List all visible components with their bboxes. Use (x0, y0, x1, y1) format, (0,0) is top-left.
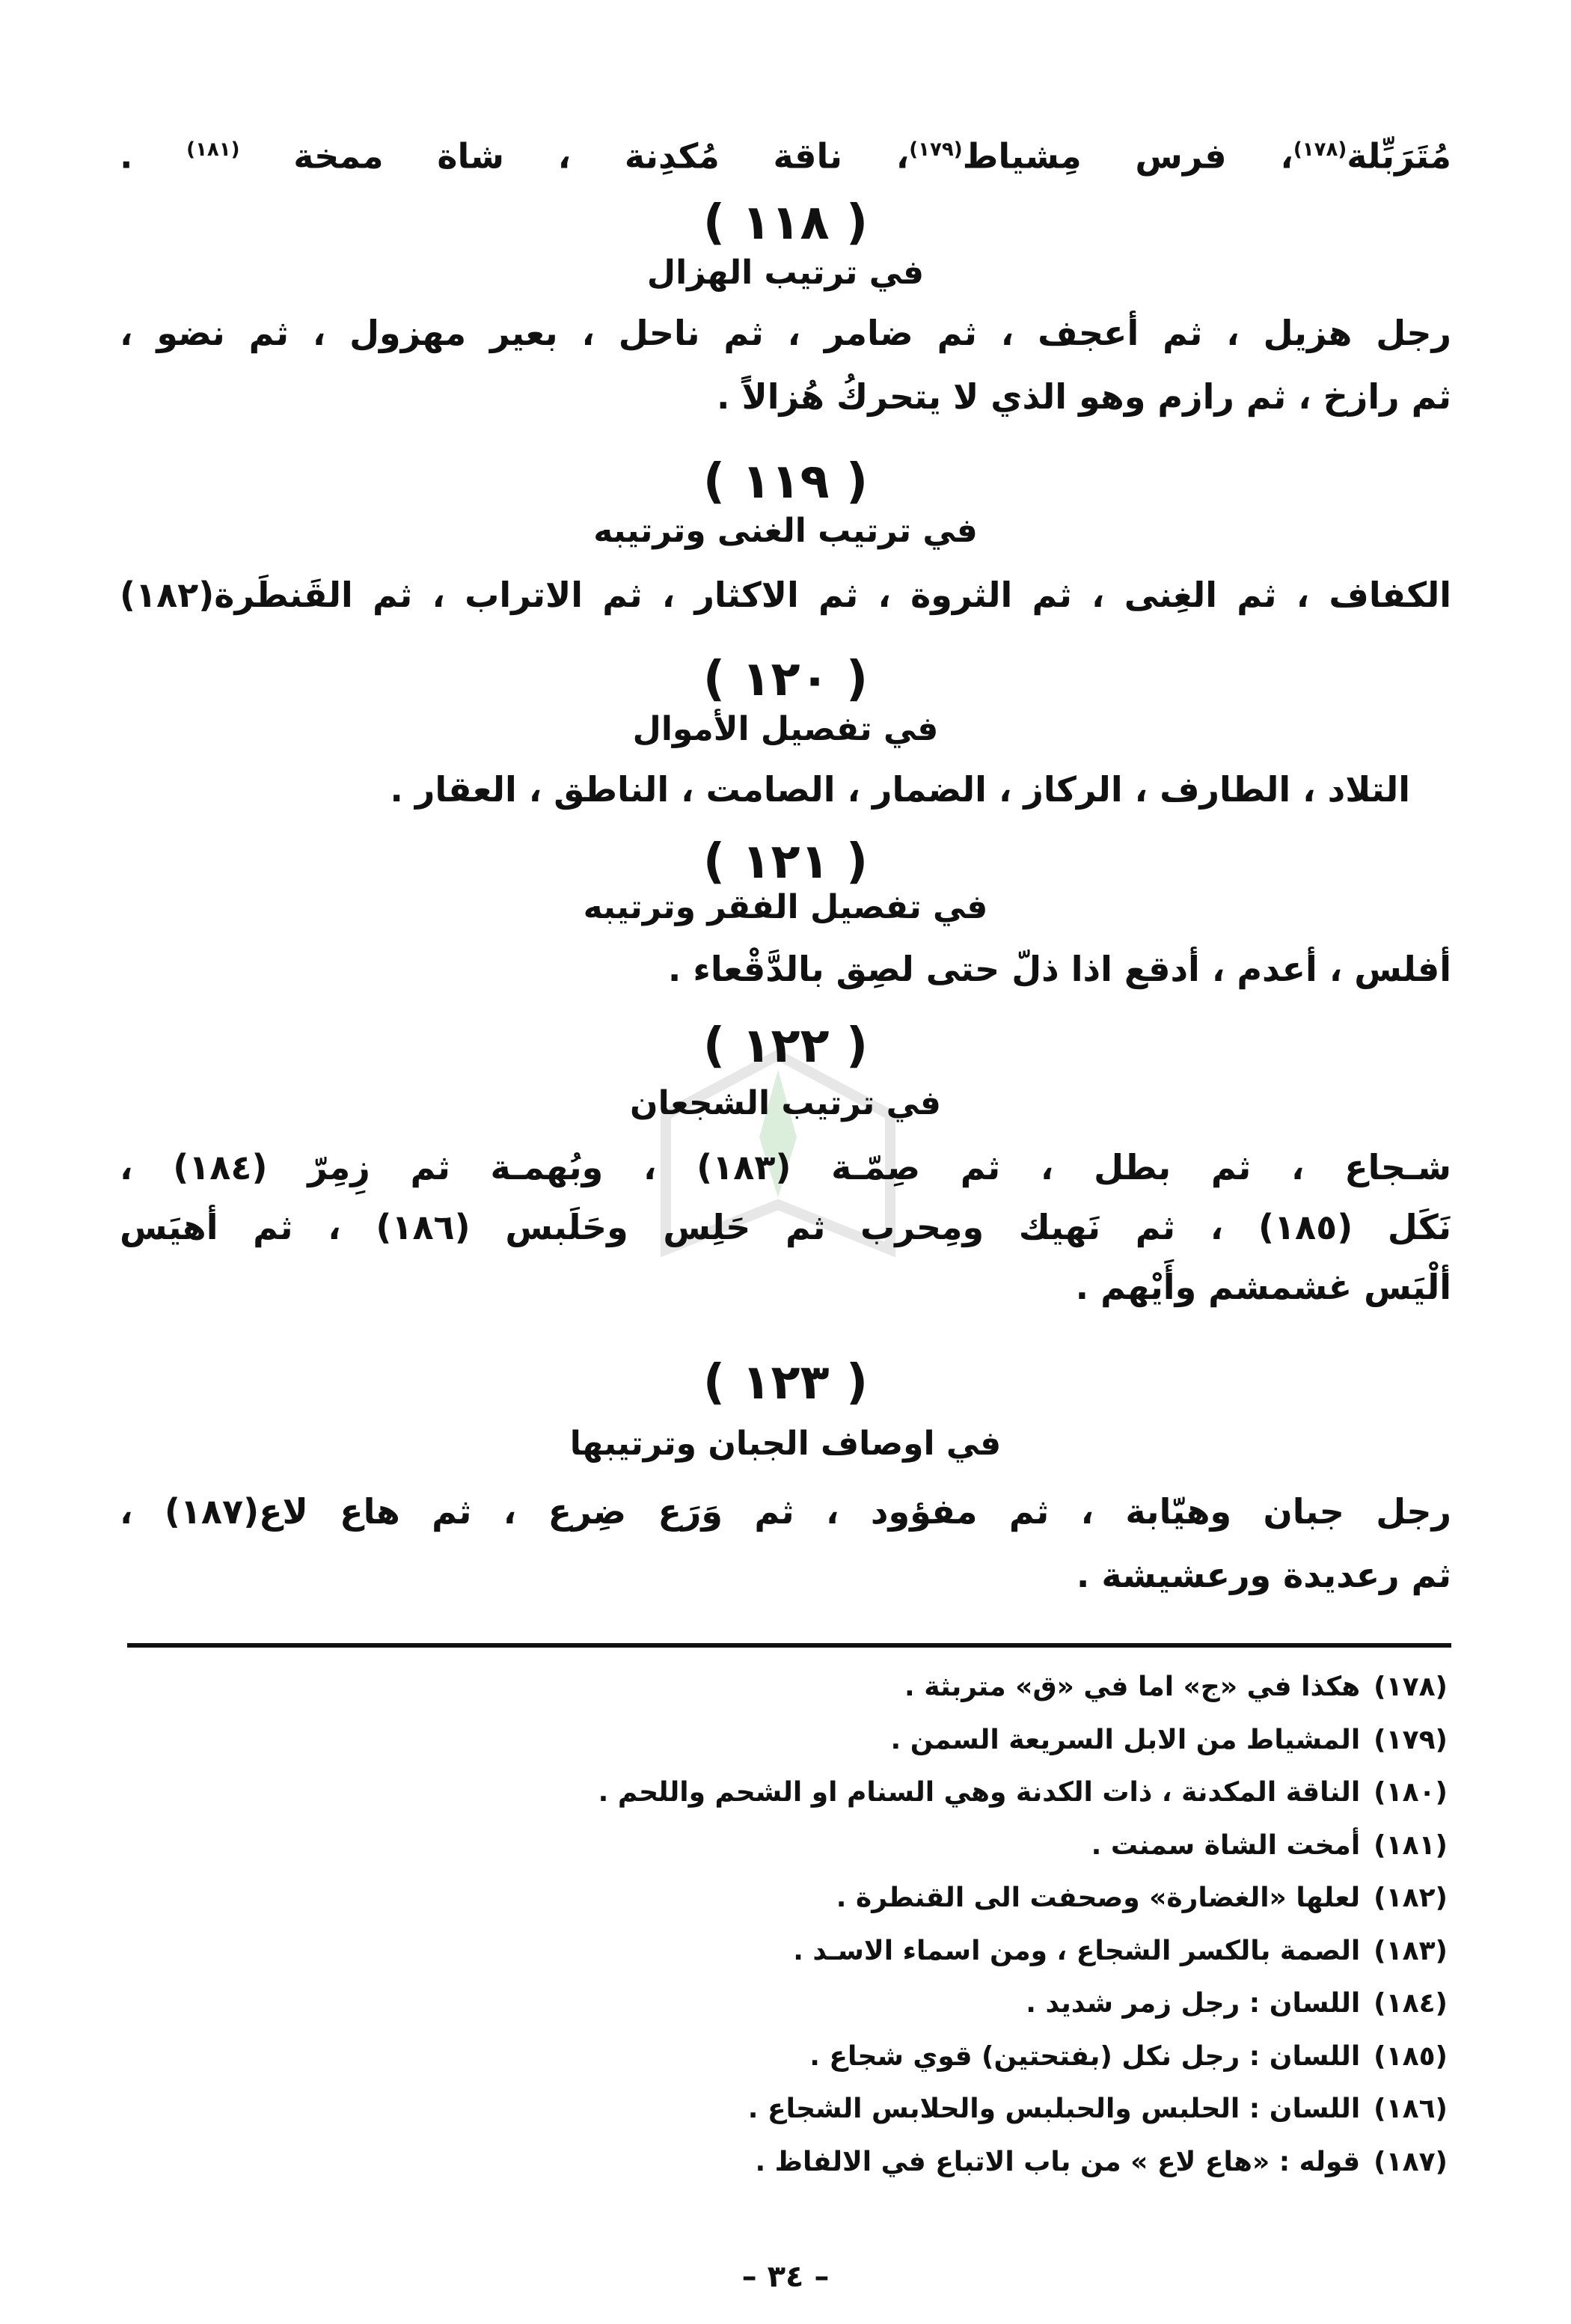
footnote (598, 1770, 1448, 1815)
footnote (755, 2140, 1448, 2185)
footnote-number: (١٧٨) (1374, 1672, 1448, 1702)
section-title: في اوصاف الجبان وترتيبها (569, 1425, 1002, 1463)
footnote-number: (١٨٣) (1374, 1935, 1448, 1966)
footnote (793, 1929, 1448, 1974)
footnote-ref: (١٧٩) (909, 138, 963, 161)
section-title: في ترتيب الهزال (646, 254, 925, 292)
body-line: ثم رازخ ، ثم رازم وهو الذي لا يتحركُ هُزالاً . (717, 376, 1451, 417)
footnote (809, 2034, 1448, 2079)
footnote-text: اللسان : الحلبس والحبلبس والحلابس الشجاع . (747, 2094, 1361, 2124)
footnote-number: (١٨٥) (1374, 2040, 1448, 2072)
footnote-text: الناقة المكدنة ، ذات الكدنة وهي السنام او الشحم واللحم . (598, 1777, 1361, 1808)
section-title: في ترتيب الشجعان (630, 1084, 941, 1122)
footnote-number: (١٨٦) (1374, 2094, 1448, 2124)
body-line: أفلس ، أعدم ، أدقع اذا ذلّ حتى لصِق بالدَّقْعاء . (667, 949, 1451, 989)
footnote-number: (١٨٢) (1374, 1883, 1448, 1913)
body-line: شـجاع ، ثم بطل ، ثم صِمّـة (١٨٣) ، وبُهمـة ثم زِمِرّ (١٨٤) ، (120, 1147, 1451, 1187)
section-number: ( ١٢٢ ) (702, 1018, 869, 1074)
body-line: ثم رعديدة ورعشيشة . (1076, 1555, 1451, 1595)
footnote-number: (١٧٩) (1374, 1724, 1448, 1755)
footnote-divider (127, 1643, 1451, 1648)
footnote-number: (١٨٤) (1374, 1988, 1448, 2019)
section-title: في ترتيب الغنى وترتيبه (593, 512, 978, 550)
footnote (891, 1718, 1448, 1763)
intro-line (120, 120, 1451, 186)
footnote-number: (١٨٧) (1374, 2146, 1448, 2177)
footnote (748, 2087, 1448, 2132)
footnote-text: لعلها «الغضارة» وصحفت الى القنطرة . (836, 1883, 1361, 1913)
body-line: رجل جبان وهيّابة ، ثم مفؤود ، ثم وَرَع ضِرع ، ثم هاع لاع(١٨٧) ، (120, 1491, 1451, 1532)
section-number: ( ١١٨ ) (702, 195, 869, 251)
section-number: ( ١١٩ ) (702, 454, 869, 510)
footnote-text: قوله : «هاع لاع » من باب الاتباع في الالفاظ . (755, 2146, 1361, 2177)
section-number: ( ١٢٣ ) (702, 1355, 869, 1410)
intro-text: ، فرس مِشياط (962, 135, 1293, 177)
intro-text: ، ناقة مُكدِنة ، شاة ممخة (293, 135, 910, 177)
footnote-text: الصمة بالكسر الشجاع ، ومن اسماء الاسـد . (793, 1935, 1361, 1966)
body-line: الكفاف ، ثم الغِنى ، ثم الثروة ، ثم الاكثار ، ثم الاتراب ، ثم القَنطَرة(١٨٢) (120, 575, 1451, 615)
section-number: ( ١٢١ ) (702, 834, 869, 890)
body-line: نَكَل (١٨٥) ، ثم نَهيك ومِحرب ثم حَلِس وحَلَبس (١٨٦) ، ثم أهيَس (120, 1207, 1452, 1247)
footnote-number: (١٨٠) (1374, 1777, 1448, 1808)
footnote-text: أمخت الشاة سمنت . (1091, 1829, 1361, 1861)
page-number: – ٣٤ – (741, 2260, 830, 2294)
footnote-ref: (١٧٨) (1293, 138, 1347, 161)
footnote-text: المشياط من الابل السريعة السمن . (890, 1724, 1361, 1755)
intro-text: . (120, 135, 187, 177)
footnote-number: (١٨١) (1374, 1829, 1448, 1861)
footnote (1026, 1981, 1448, 2026)
footnote-text: اللسان : رجل نكل (بفتحتين) قوي شجاع . (809, 2040, 1361, 2072)
body-line: التلاد ، الطارف ، الركاز ، الضمار ، الصامت ، الناطق ، العقار . (390, 769, 1410, 810)
section-number: ( ١٢٠ ) (702, 652, 869, 707)
footnote-text: هكذا في «ج» اما في «ق» متربثة . (904, 1672, 1361, 1702)
footnote (1091, 1823, 1448, 1868)
section-title: في تفصيل الفقر وترتيبه (583, 888, 988, 926)
section-title: في تفصيل الأموال (632, 710, 939, 748)
intro-text: مُتَرَبِّلة (1347, 135, 1452, 177)
body-line: رجل هزيل ، ثم أعجف ، ثم ضامر ، ثم ناحل ، بعير مهزول ، ثم نضو ، (120, 313, 1451, 353)
footnote-text: اللسان : رجل زمر شديد . (1026, 1988, 1361, 2019)
footnote (904, 1665, 1448, 1710)
footnote (836, 1876, 1448, 1921)
body-line: ألْيَس غشمشم وأَيْهم . (1075, 1267, 1451, 1307)
footnote-ref: (١٨١) (186, 138, 240, 161)
